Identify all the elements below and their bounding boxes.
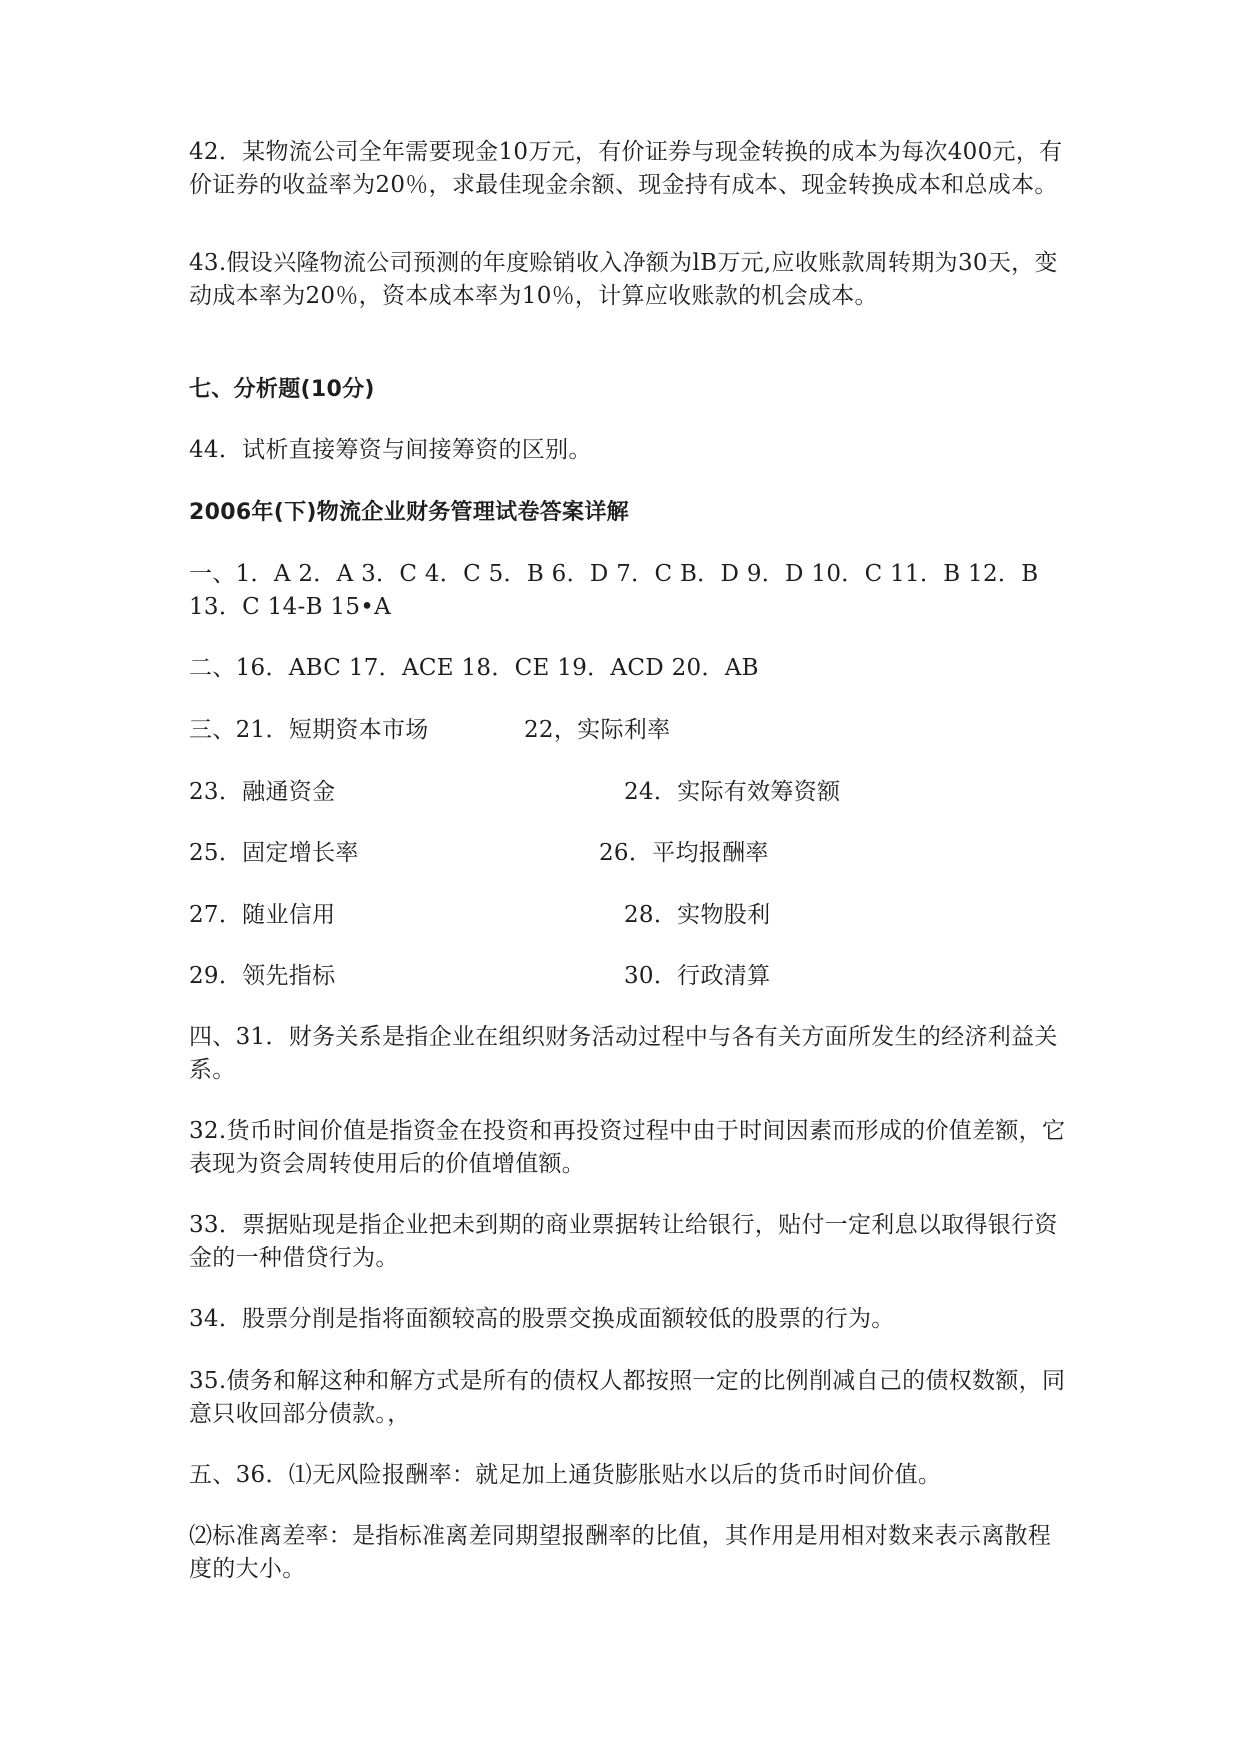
answer-24: 24．实际有效筹资额 bbox=[624, 779, 841, 805]
answers-part-2: 二、16．ABC 17．ACE 18．CE 19．ACD 20．AB bbox=[189, 655, 759, 681]
question-44: 44．试析直接筹资与间接筹资的区别。 bbox=[189, 437, 592, 463]
answers-part-1: 一、1．A 2．A 3．C 4．C 5．B 6．D 7．C B．D 9．D 10．C 11．B 12．B 13．C 14-B 15•A bbox=[189, 561, 1039, 620]
answers-heading: 2006年(下)物流企业财务管理试卷答案详解 bbox=[189, 500, 629, 525]
answer-35: 35.债务和解这种和解方式是所有的债权人都按照一定的比例削减自己的债权数额，同意只收回部分债款。， bbox=[189, 1368, 1066, 1427]
answer-34: 34．股票分削是指将面额较高的股票交换成面额较低的股票的行为。 bbox=[189, 1306, 895, 1332]
answer-28: 28．实物股利 bbox=[624, 902, 771, 928]
answer-33: 33．票据贴现是指企业把未到期的商业票据转让给银行，贴付一定利息以取得银行资金的一种借贷行为。 bbox=[189, 1212, 1058, 1271]
question-42: 42．某物流公司全年需要现金10万元，有价证券与现金转换的成本为每次400元，有价证券的收益率为20％，求最佳现金余额、现金持有成本、现金转换成本和总成本。 bbox=[189, 139, 1063, 198]
question-43: 43.假设兴隆物流公司预测的年度赊销收入净额为lB万元,应收账款周转期为30天，变动成本率为20％，资本成本率为10％，计算应收账款的机会成本。 bbox=[189, 250, 1058, 309]
section-7-heading: 七、分析题(10分) bbox=[189, 377, 375, 402]
answer-32: 32.货币时间价值是指资金在投资和再投资过程中由于时间因素而形成的价值差额，它表现为资会周转使用后的价值增值额。 bbox=[189, 1118, 1066, 1177]
answer-23: 23．融通资金 bbox=[189, 779, 336, 805]
answer-29: 29．领先指标 bbox=[189, 963, 336, 989]
answer-25: 25．固定增长率 bbox=[189, 840, 359, 866]
answer-36-2: ⑵标准离差率：是指标准离差同期望报酬率的比值，其作用是用相对数来表示离散程度的大小。 bbox=[189, 1523, 1052, 1582]
answer-21: 三、21．短期资本市场 bbox=[189, 717, 429, 743]
answer-31: 四、31．财务关系是指企业在组织财务活动过程中与各有关方面所发生的经济利益关系。 bbox=[189, 1024, 1058, 1083]
answer-30: 30．行政清算 bbox=[624, 963, 771, 989]
answer-36-1: 五、36．⑴无风险报酬率：就足加上通货膨胀贴水以后的货币时间价值。 bbox=[189, 1462, 942, 1488]
answer-26: 26．平均报酬率 bbox=[599, 840, 769, 866]
answer-22: 22，实际利率 bbox=[524, 717, 671, 743]
answer-27: 27．随业信用 bbox=[189, 902, 336, 928]
